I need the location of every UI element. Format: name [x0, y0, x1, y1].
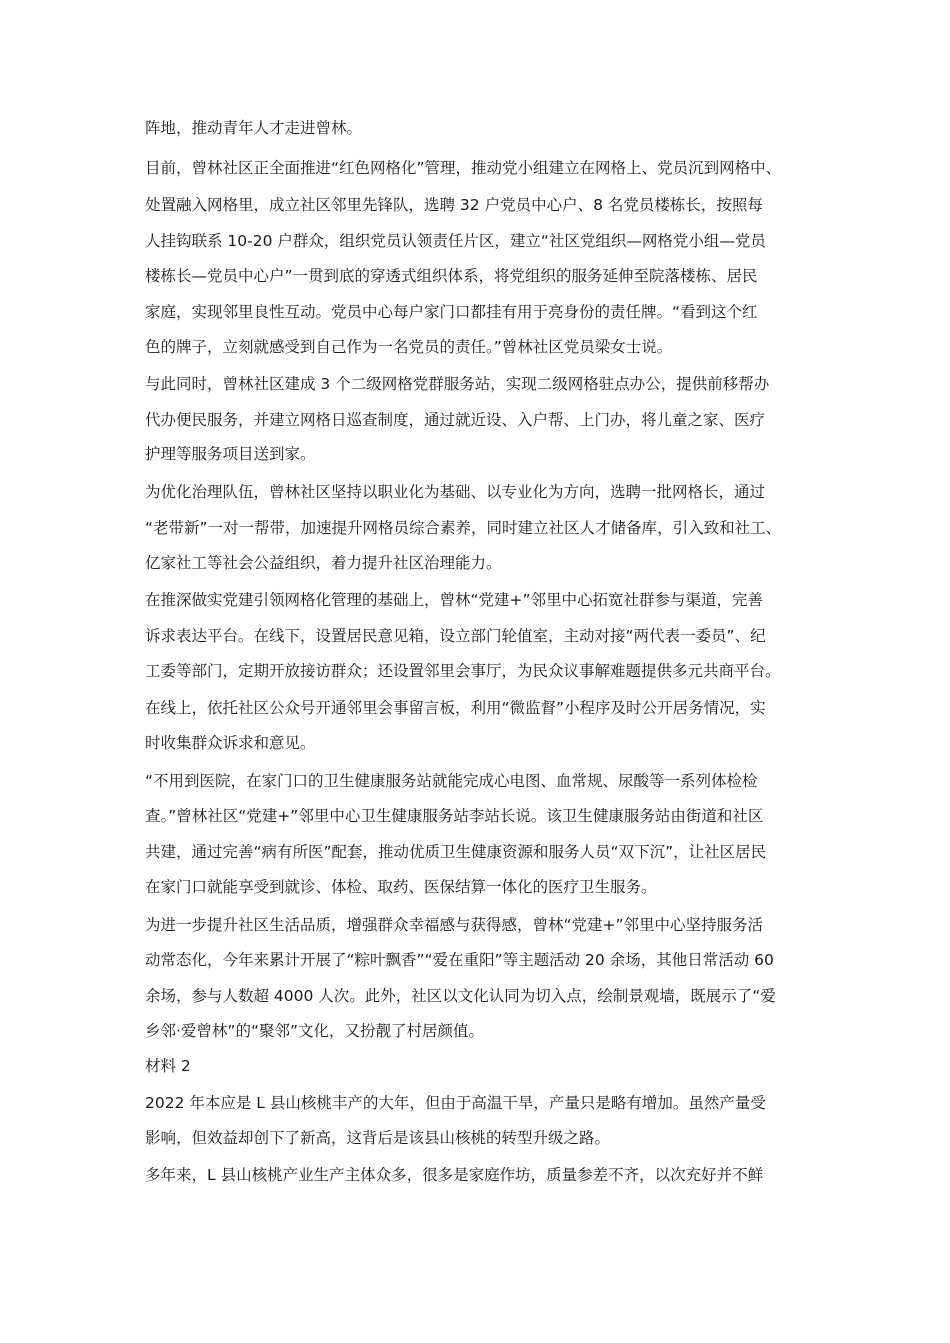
text-line: “不用到医院，在家门口的卫生健康服务站就能完成心电图、血常规、尿酸等一系列体检检 [145, 772, 758, 790]
text-line: “老带新”一对一帮带，加速提升网格员综合素养，同时建立社区人才储备库，引入致和社工、 [145, 519, 782, 537]
text-line: 在家门口就能享受到就诊、体检、取药、医保结算一体化的医疗卫生服务。 [145, 878, 657, 896]
text-line: 动常态化，今年来累计开展了“粽叶飘香”“爱在重阳”等主题活动 20 余场，其他日常活动 60 [145, 951, 774, 969]
text-line: 余场，参与人数超 4000 人次。此外，社区以文化认同为切入点，绘制景观墙，既展示了“爱 [145, 987, 776, 1005]
text-line: 目前，曾林社区正全面推进“红色网格化”管理，推动党小组建立在网格上、党员沉到网格中、 [145, 159, 782, 177]
text-line: 亿家社工等社会公益组织，着力提升社区治理能力。 [145, 554, 502, 572]
text-line: 共建，通过完善“病有所医”配套，推动优质卫生健康资源和服务人员“双下沉”，让社区居民 [145, 843, 767, 861]
section-heading: 材料 2 [145, 1057, 191, 1075]
text-line: 人挂钩联系 10-20 户群众，组织党员认领责任片区，建立“社区党组织—网格党小组—党员 [145, 232, 766, 250]
text-line: 查。”曾林社区“党建+”邻里中心卫生健康服务站李站长说。该卫生健康服务站由街道和社区 [145, 807, 764, 825]
text-line: 在线上，依托社区公众号开通邻里会事留言板，利用“微监督”小程序及时公开居务情况，实 [145, 699, 766, 717]
text-line: 工委等部门，定期开放接访群众；还设置邻里会事厅，为民众议事解难题提供多元共商平台。 [145, 662, 781, 680]
text-line: 影响，但效益却创下了新高，这背后是该县山核桃的转型升级之路。 [145, 1129, 611, 1147]
text-line: 家庭，实现邻里良性互动。党员中心每户家门口都挂有用于亮身份的责任牌。“看到这个红 [145, 303, 758, 321]
text-line: 2022 年本应是 L 县山核桃丰产的大年，但由于高温干旱，产量只是略有增加。虽然产量受 [145, 1094, 766, 1112]
text-line: 处置融入网格里，成立社区邻里先锋队，选聘 32 户党员中心户、8 名党员楼栋长，按照每 [145, 196, 763, 214]
text-line: 代办便民服务，并建立网格日巡查制度，通过就近设、入户帮、上门办，将儿童之家、医疗 [145, 411, 766, 429]
text-line: 与此同时，曾林社区建成 3 个二级网格党群服务站，实现二级网格驻点办公，提供前移帮办 [145, 375, 770, 393]
text-line: 楼栋长—党员中心户”一贯到底的穿透式组织体系，将党组织的服务延伸至院落楼栋、居民 [145, 267, 758, 285]
text-line: 色的牌子，立刻就感受到自己作为一名党员的责任。”曾林社区党员梁女士说。 [145, 338, 673, 356]
text-line: 为进一步提升社区生活品质，增强群众幸福感与获得感，曾林“党建+”邻里中心坚持服务活 [145, 916, 764, 934]
text-line: 多年来，L 县山核桃产业生产主体众多，很多是家庭作坊，质量参差不齐，以次充好并不鲜 [145, 1166, 764, 1184]
text-line: 时收集群众诉求和意见。 [145, 734, 316, 752]
text-line: 在推深做实党建引领网格化管理的基础上，曾林“党建+”邻里中心拓宽社群参与渠道，完善 [145, 591, 764, 609]
text-line: 乡邻·爱曾林”的“聚邻”文化，又扮靓了村居颜值。 [145, 1022, 485, 1040]
text-line: 阵地，推动青年人才走进曾林。 [145, 119, 363, 137]
text-line: 护理等服务项目送到家。 [145, 445, 316, 463]
text-line: 诉求表达平台。在线下，设置居民意见箱，设立部门轮值室，主动对接“两代表一委员”、纪 [145, 627, 766, 645]
text-line: 为优化治理队伍，曾林社区坚持以职业化为基础、以专业化为方向，选聘一批网格长，通过 [145, 483, 766, 501]
